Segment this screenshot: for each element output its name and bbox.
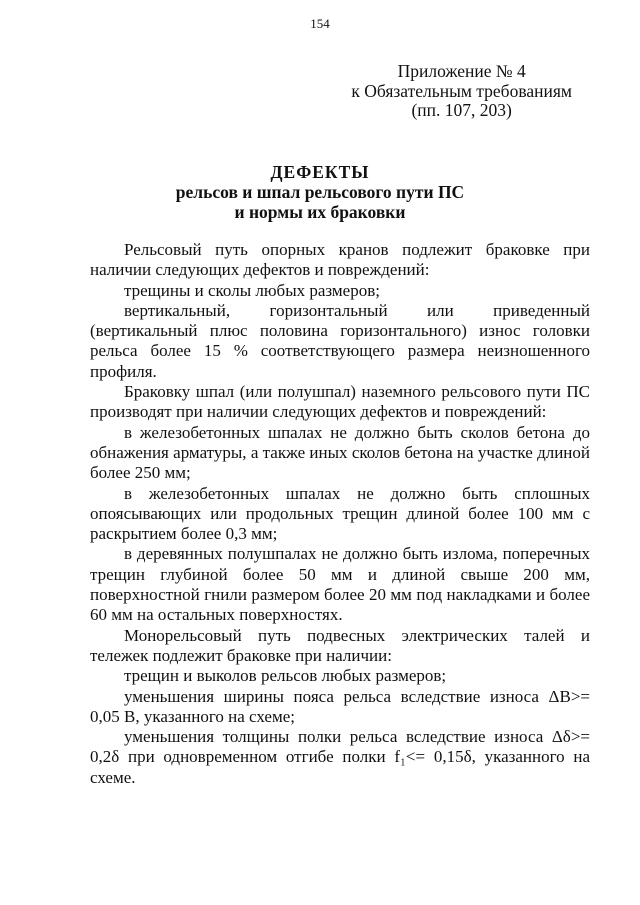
title-heading: ДЕФЕКТЫ <box>270 162 370 182</box>
paragraph: трещины и сколы любых размеров; <box>124 280 380 300</box>
paragraph: в железобетонных шпалах не должно быть сплошных опоясывающих или продольных трещин длиной более 100 мм с раскрытием более 0,3 мм; <box>90 483 590 544</box>
body-text <box>90 240 590 788</box>
paragraph: уменьшения ширины пояса рельса вследствие износа ΔB>= 0,05 B, указанного на схеме; <box>90 686 590 726</box>
page-number: 154 <box>310 16 330 31</box>
appendix-clauses: (пп. 107, 203) <box>411 100 512 120</box>
paragraph: Монорельсовый путь подвесных электрических талей и тележек подлежит браковке при наличии: <box>90 625 590 665</box>
paragraph: Рельсовый путь опорных кранов подлежит браковке при наличии следующих дефектов и повреждений: <box>90 240 590 280</box>
paragraph: Браковку шпал (или полушпал) наземного рельсового пути ПС производят при наличии следующих дефектов и повреждений: <box>90 382 590 422</box>
appendix-reference <box>351 62 572 121</box>
paragraph: уменьшения толщины полки рельса вследствие износа Δδ>= 0,2δ при одновременном отгибе полки f₁<= 0,15δ, указанного на схеме. <box>90 727 590 787</box>
title-subheading-2: и нормы их браковки <box>234 202 406 222</box>
paragraph: в железобетонных шпалах не должно быть сколов бетона до обнажения арматуры, а также иных сколов бетона на участке длиной более 250 мм; <box>90 422 590 483</box>
paragraph: трещин и выколов рельсов любых размеров; <box>124 666 447 686</box>
paragraph: в деревянных полушпалах не должно быть излома, поперечных трещин глубиной более 50 мм и длиной свыше 200 мм, поверхностной гнили размером более 20 мм под накладками и более 60 мм на остальных поверхностях. <box>90 544 590 625</box>
paragraph: вертикальный, горизонтальный или приведенный (вертикальный плюс половина горизонтального) износ головки рельса более 15 % соответствующего размера неизношенного профиля. <box>90 300 590 381</box>
title-subheading-1: рельсов и шпал рельсового пути ПС <box>175 182 465 202</box>
appendix-parent-document: к Обязательным требованиям <box>351 80 572 101</box>
appendix-number: Приложение № 4 <box>397 61 526 81</box>
document-title <box>0 162 640 222</box>
